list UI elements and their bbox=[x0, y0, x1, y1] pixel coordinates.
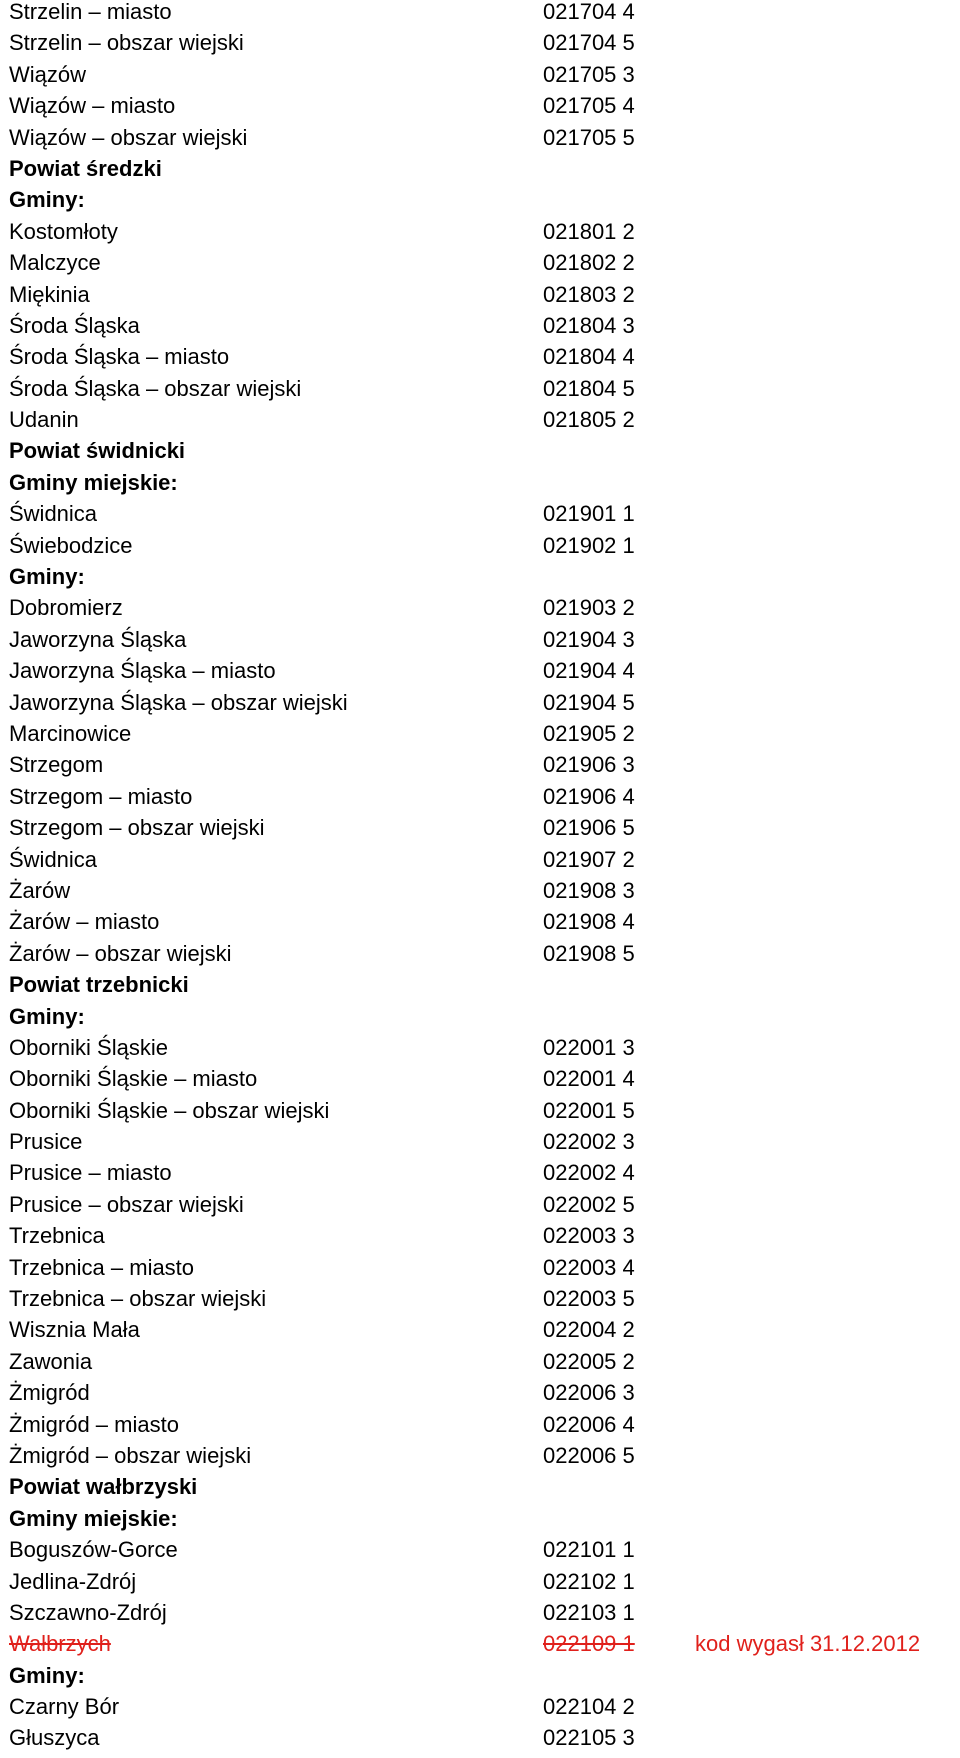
entry-code: 022003 4 bbox=[543, 1254, 635, 1280]
entry-row bbox=[9, 1130, 960, 1161]
entry-name: Trzebnica – obszar wiejski bbox=[9, 1286, 267, 1312]
entry-row bbox=[9, 408, 960, 439]
entry-code: 022001 5 bbox=[543, 1097, 635, 1123]
entry-name: Świdnica bbox=[9, 501, 98, 527]
entry-code: 022004 2 bbox=[543, 1317, 635, 1343]
entry-code: 022002 5 bbox=[543, 1191, 635, 1217]
entry-name: Oborniki Śląskie bbox=[9, 1034, 168, 1060]
heading-text: Gminy: bbox=[9, 564, 85, 590]
entry-row bbox=[9, 220, 960, 251]
entry-row bbox=[9, 753, 960, 784]
entry-name: Boguszów-Gorce bbox=[9, 1537, 178, 1563]
entry-name: Głuszyca bbox=[9, 1725, 100, 1751]
entry-code: 021804 5 bbox=[543, 375, 635, 401]
entry-row bbox=[9, 1695, 960, 1726]
entry-name: Zawonia bbox=[9, 1348, 93, 1374]
entry-code: 022001 4 bbox=[543, 1066, 635, 1092]
expiry-note: kod wygasł 31.12.2012 bbox=[695, 1631, 921, 1657]
entry-row bbox=[9, 1067, 960, 1098]
entry-name: Świdnica bbox=[9, 846, 98, 872]
entry-name: Kostomłoty bbox=[9, 218, 118, 244]
entry-code: 021908 5 bbox=[543, 940, 635, 966]
section-heading bbox=[9, 157, 960, 188]
entry-code: 021705 3 bbox=[543, 61, 635, 87]
entry-code: 022001 3 bbox=[543, 1034, 635, 1060]
entry-code: 021903 2 bbox=[543, 595, 635, 621]
section-heading bbox=[9, 188, 960, 219]
entry-row bbox=[9, 1413, 960, 1444]
entry-row bbox=[9, 1193, 960, 1224]
entry-name: Żmigród – obszar wiejski bbox=[9, 1442, 252, 1468]
entry-code: 021705 4 bbox=[543, 93, 635, 119]
entry-code: 021902 1 bbox=[543, 532, 635, 558]
entry-name: Udanin bbox=[9, 407, 79, 433]
entry-row bbox=[9, 0, 960, 31]
entry-code: 021804 4 bbox=[543, 344, 635, 370]
entry-code: 021904 3 bbox=[543, 626, 635, 652]
entry-row bbox=[9, 816, 960, 847]
entry-code: 022101 1 bbox=[543, 1537, 635, 1563]
entry-name: Strzelin – obszar wiejski bbox=[9, 30, 244, 56]
entry-name: Żarów – miasto bbox=[9, 909, 160, 935]
section-heading bbox=[9, 565, 960, 596]
section-heading bbox=[9, 1475, 960, 1506]
section-heading bbox=[9, 973, 960, 1004]
entry-name: Środa Śląska bbox=[9, 312, 140, 338]
entry-row bbox=[9, 1287, 960, 1318]
entry-code: 021905 2 bbox=[543, 720, 635, 746]
entry-row bbox=[9, 534, 960, 565]
entry-code: 021801 2 bbox=[543, 218, 635, 244]
expired-entry-row bbox=[9, 1632, 960, 1663]
entry-row bbox=[9, 1350, 960, 1381]
entry-row bbox=[9, 659, 960, 690]
entry-name: Wałbrzych bbox=[9, 1631, 111, 1657]
entry-name: Wiązów – miasto bbox=[9, 93, 176, 119]
entry-row bbox=[9, 722, 960, 753]
heading-text: Powiat wałbrzyski bbox=[9, 1474, 198, 1500]
entry-row bbox=[9, 1161, 960, 1192]
entry-row bbox=[9, 879, 960, 910]
entry-name: Strzegom bbox=[9, 752, 104, 778]
entry-code: 021901 1 bbox=[543, 501, 635, 527]
entry-name: Prusice – obszar wiejski bbox=[9, 1191, 244, 1217]
heading-text: Gminy miejskie: bbox=[9, 1505, 178, 1531]
entry-code: 021908 4 bbox=[543, 909, 635, 935]
entry-name: Jaworzyna Śląska – obszar wiejski bbox=[9, 689, 348, 715]
entry-row bbox=[9, 31, 960, 62]
entry-name: Szczawno-Zdrój bbox=[9, 1599, 167, 1625]
entry-row bbox=[9, 1726, 960, 1757]
entry-row bbox=[9, 1036, 960, 1067]
section-heading bbox=[9, 1005, 960, 1036]
entry-code: 022006 3 bbox=[543, 1380, 635, 1406]
entry-code: 021705 5 bbox=[543, 124, 635, 150]
entry-code: 021804 3 bbox=[543, 312, 635, 338]
entry-row bbox=[9, 1601, 960, 1632]
heading-text: Powiat trzebnicki bbox=[9, 972, 189, 998]
entry-code: 022002 4 bbox=[543, 1160, 635, 1186]
entry-code: 022105 3 bbox=[543, 1725, 635, 1751]
entry-code: 022104 2 bbox=[543, 1694, 635, 1720]
entry-row bbox=[9, 283, 960, 314]
entry-code: 021802 2 bbox=[543, 250, 635, 276]
entry-name: Strzegom – obszar wiejski bbox=[9, 815, 265, 841]
section-heading bbox=[9, 471, 960, 502]
entry-code: 021907 2 bbox=[543, 846, 635, 872]
entry-row bbox=[9, 1381, 960, 1412]
entry-code: 022003 3 bbox=[543, 1223, 635, 1249]
entry-row bbox=[9, 1570, 960, 1601]
entry-row bbox=[9, 1444, 960, 1475]
heading-text: Gminy miejskie: bbox=[9, 469, 178, 495]
entry-name: Żarów bbox=[9, 877, 71, 903]
entry-code: 022006 5 bbox=[543, 1442, 635, 1468]
entry-row bbox=[9, 1099, 960, 1130]
entry-row bbox=[9, 910, 960, 941]
heading-text: Powiat świdnicki bbox=[9, 438, 186, 464]
entry-row bbox=[9, 1224, 960, 1255]
entry-code: 021906 5 bbox=[543, 815, 635, 841]
entry-code: 021908 3 bbox=[543, 877, 635, 903]
entry-name: Środa Śląska – miasto bbox=[9, 344, 230, 370]
entry-name: Wiązów – obszar wiejski bbox=[9, 124, 248, 150]
entry-row bbox=[9, 502, 960, 533]
entry-name: Oborniki Śląskie – obszar wiejski bbox=[9, 1097, 330, 1123]
entry-name: Miękinia bbox=[9, 281, 90, 307]
heading-text: Gminy: bbox=[9, 187, 85, 213]
entry-code: 022003 5 bbox=[543, 1286, 635, 1312]
entry-row bbox=[9, 1256, 960, 1287]
entry-row bbox=[9, 314, 960, 345]
entry-row bbox=[9, 628, 960, 659]
entry-code: 022002 3 bbox=[543, 1129, 635, 1155]
entry-code: 022006 4 bbox=[543, 1411, 635, 1437]
entry-name: Prusice – miasto bbox=[9, 1160, 172, 1186]
entry-name: Jaworzyna Śląska bbox=[9, 626, 187, 652]
entry-code: 021904 5 bbox=[543, 689, 635, 715]
entry-name: Świebodzice bbox=[9, 532, 133, 558]
entry-row bbox=[9, 345, 960, 376]
entry-name: Żarów – obszar wiejski bbox=[9, 940, 232, 966]
section-heading bbox=[9, 1507, 960, 1538]
entry-name: Prusice bbox=[9, 1129, 83, 1155]
entry-name: Jaworzyna Śląska – miasto bbox=[9, 658, 276, 684]
entry-code: 021904 4 bbox=[543, 658, 635, 684]
entry-row bbox=[9, 848, 960, 879]
entry-row bbox=[9, 1318, 960, 1349]
entry-name: Wiązów bbox=[9, 61, 87, 87]
entry-code: 021906 4 bbox=[543, 783, 635, 809]
entry-code: 021704 4 bbox=[543, 0, 635, 24]
entry-row bbox=[9, 596, 960, 627]
heading-text: Gminy: bbox=[9, 1003, 85, 1029]
entry-code: 021803 2 bbox=[543, 281, 635, 307]
entry-row bbox=[9, 126, 960, 157]
heading-text: Gminy: bbox=[9, 1662, 85, 1688]
entry-name: Środa Śląska – obszar wiejski bbox=[9, 375, 302, 401]
entry-row bbox=[9, 691, 960, 722]
entry-code: 022102 1 bbox=[543, 1568, 635, 1594]
entry-code: 021704 5 bbox=[543, 30, 635, 56]
entry-name: Żmigród – miasto bbox=[9, 1411, 179, 1437]
entry-row bbox=[9, 1538, 960, 1569]
entry-row bbox=[9, 251, 960, 282]
entry-name: Strzegom – miasto bbox=[9, 783, 193, 809]
entry-name: Jedlina-Zdrój bbox=[9, 1568, 137, 1594]
entry-row bbox=[9, 63, 960, 94]
heading-text: Powiat średzki bbox=[9, 155, 162, 181]
section-heading bbox=[9, 1664, 960, 1695]
entry-code: 022005 2 bbox=[543, 1348, 635, 1374]
entry-row bbox=[9, 942, 960, 973]
entry-name: Żmigród bbox=[9, 1380, 90, 1406]
entry-code: 021805 2 bbox=[543, 407, 635, 433]
entry-name: Trzebnica – miasto bbox=[9, 1254, 195, 1280]
entry-code: 021906 3 bbox=[543, 752, 635, 778]
entry-code: 022109 1 bbox=[543, 1631, 635, 1657]
entry-name: Czarny Bór bbox=[9, 1694, 120, 1720]
entry-row bbox=[9, 785, 960, 816]
entry-code: 022103 1 bbox=[543, 1599, 635, 1625]
entry-name: Strzelin – miasto bbox=[9, 0, 172, 24]
entry-name: Trzebnica bbox=[9, 1223, 105, 1249]
section-heading bbox=[9, 439, 960, 470]
entry-name: Dobromierz bbox=[9, 595, 123, 621]
entry-row bbox=[9, 94, 960, 125]
entry-name: Oborniki Śląskie – miasto bbox=[9, 1066, 258, 1092]
entry-name: Malczyce bbox=[9, 250, 101, 276]
entry-name: Marcinowice bbox=[9, 720, 132, 746]
entry-name: Wisznia Mała bbox=[9, 1317, 140, 1343]
entry-row bbox=[9, 377, 960, 408]
